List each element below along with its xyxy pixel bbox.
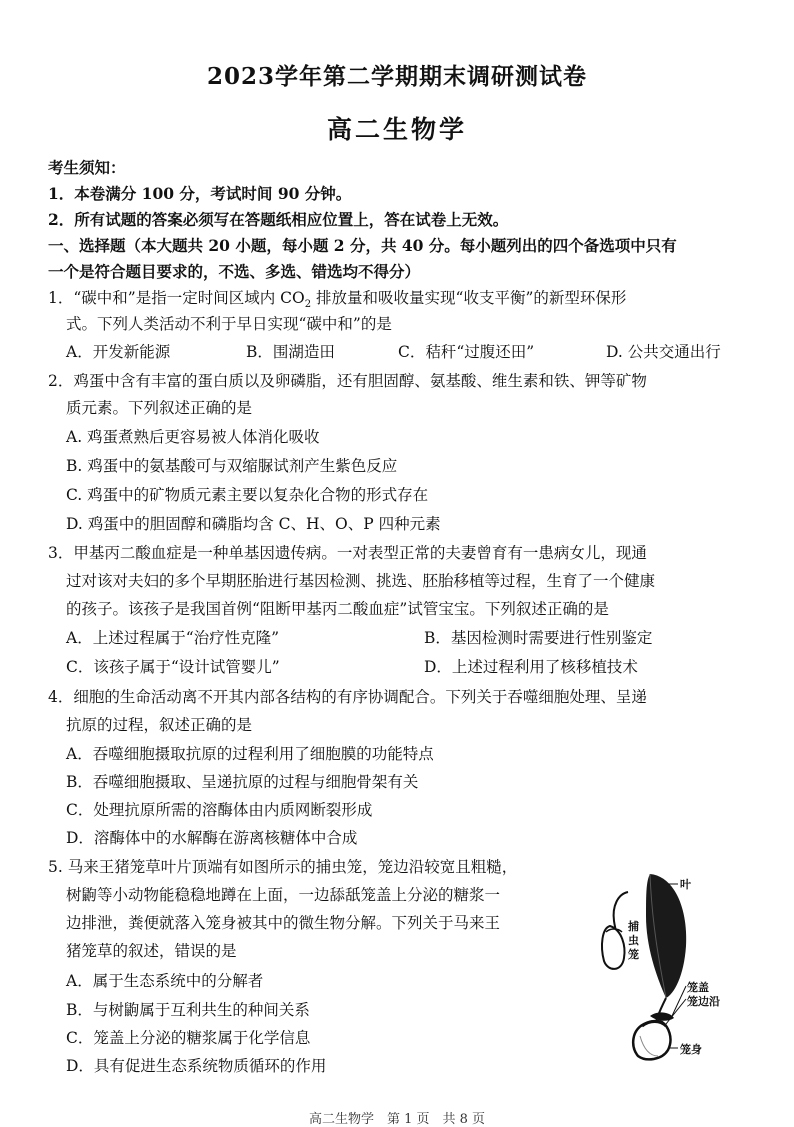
q1-option-d[interactable]: D. 公共交通出行 [606, 343, 721, 361]
q3-option-b[interactable]: B．基因检测时需要进行性别鉴定 [424, 629, 653, 647]
q4-option-d[interactable]: D．溶酶体中的水解酶在游离核糖体中合成 [66, 829, 358, 847]
q3-option-d[interactable]: D．上述过程利用了核移植技术 [424, 658, 638, 676]
notice-heading: 考生须知： [48, 158, 126, 177]
section-heading-line-1: 一、选择题（本大题共 20 小题，每小题 2 分，共 40 分。每小题列出的四个备选项中只有 [48, 236, 677, 255]
q1-stem-line-1: 1．“碳中和”是指一定时间区域内 $CO_2$ 排放量和吸收量实现“收支平衡”的新型环保形 [48, 289, 627, 311]
q2-option-d[interactable]: D. 鸡蛋中的胆固醇和磷脂均含 C、H、O、P 四种元素 [66, 515, 441, 533]
q3-stem-line-3: 的孩子。该孩子是我国首例“阻断甲基丙二酸血症”试管宝宝。下列叙述正确的是 [66, 600, 609, 618]
q5-option-c[interactable]: C．笼盖上分泌的糖浆属于化学信息 [66, 1029, 311, 1047]
q2-option-c[interactable]: C. 鸡蛋中的矿物质元素主要以复杂化合物的形式存在 [66, 486, 429, 504]
q4-option-c[interactable]: C．处理抗原所需的溶酶体由内质网断裂形成 [66, 801, 373, 819]
q5-stem-line-3: 边排泄，粪便就落入笼身被其中的微生物分解。下列关于马来王 [66, 914, 501, 932]
figure-label-pitcher-2: 虫 [628, 934, 639, 947]
q5-stem-line-4: 猪笼草的叙述，错误的是 [66, 942, 237, 960]
figure-label-pitcher-3: 笼 [628, 948, 639, 961]
figure-label-pitcher-1: 捕 [628, 920, 639, 933]
q5-option-d[interactable]: D．具有促进生态系统物质循环的作用 [66, 1057, 327, 1075]
q3-stem-line-1: 3．甲基丙二酸血症是一种单基因遗传病。一对表型正常的夫妻曾育有一患病女儿，现通 [48, 544, 647, 562]
q3-option-c[interactable]: C．该孩子属于“设计试管婴儿” [66, 658, 280, 676]
q4-stem-line-1: 4．细胞的生命活动离不开其内部各结构的有序协调配合。下列关于吞噬细胞处理、呈递 [48, 688, 647, 706]
notice-item-1: 1．本卷满分 100 分，考试时间 90 分钟。 [48, 184, 352, 203]
q2-option-a[interactable]: A. 鸡蛋煮熟后更容易被人体消化吸收 [66, 428, 320, 446]
page-footer: 高二生物学 第 1 页 共 8 页 [308, 1112, 486, 1127]
q1-stem-line-2: 式。下列人类活动不利于早日实现“碳中和”的是 [66, 315, 392, 333]
q5-stem-line-1: 5. 马来王猪笼草叶片顶端有如图所示的捕虫笼，笼边沿较宽且粗糙， [48, 858, 518, 876]
pitcher-plant-illustration [588, 866, 758, 1061]
section-heading-line-2: 一个是符合题目要求的，不选、多选、错选均不得分） [48, 262, 421, 281]
q3-option-a[interactable]: A．上述过程属于“治疗性克隆” [66, 629, 280, 647]
q1-option-a[interactable]: A．开发新能源 [66, 343, 171, 361]
figure-label-body: 笼身 [680, 1043, 702, 1056]
q5-option-b[interactable]: B．与树鼩属于互利共生的种间关系 [66, 1001, 310, 1019]
q2-stem-line-2: 质元素。下列叙述正确的是 [66, 399, 253, 417]
notice-item-2: 2．所有试题的答案必须写在答题纸相应位置上，答在试卷上无效。 [48, 210, 509, 229]
q5-option-a[interactable]: A．属于生态系统中的分解者 [66, 972, 264, 990]
q5-stem-line-2: 树鼩等小动物能稳稳地蹲在上面，一边舔舐笼盖上分泌的糖浆一 [66, 886, 501, 904]
q2-stem-line-1: 2．鸡蛋中含有丰富的蛋白质以及卵磷脂，还有胆固醇、氨基酸、维生素和铁、钾等矿物 [48, 372, 647, 390]
exam-title: 2023学年第二学期期末调研测试卷 [206, 63, 587, 90]
q4-option-b[interactable]: B．吞噬细胞摄取、呈递抗原的过程与细胞骨架有关 [66, 773, 419, 791]
q4-option-a[interactable]: A．吞噬细胞摄取抗原的过程利用了细胞膜的功能特点 [66, 745, 434, 763]
figure-label-leaf: 叶 [680, 878, 691, 891]
q4-stem-line-2: 抗原的过程，叙述正确的是 [66, 716, 253, 734]
q3-stem-line-2: 过对该对夫妇的多个早期胚胎进行基因检测、挑选、胚胎移植等过程，生育了一个健康 [66, 572, 656, 590]
q1-option-c[interactable]: C．秸秆“过腹还田” [398, 343, 535, 361]
q1-option-b[interactable]: B．围湖造田 [246, 343, 335, 361]
figure-label-rim: 笼边沿 [687, 995, 720, 1008]
pitcher-plant-figure [588, 866, 758, 1061]
figure-label-lid: 笼盖 [687, 981, 709, 994]
q2-option-b[interactable]: B. 鸡蛋中的氨基酸可与双缩脲试剂产生紫色反应 [66, 457, 398, 475]
exam-subject: 高二生物学 [326, 115, 467, 144]
